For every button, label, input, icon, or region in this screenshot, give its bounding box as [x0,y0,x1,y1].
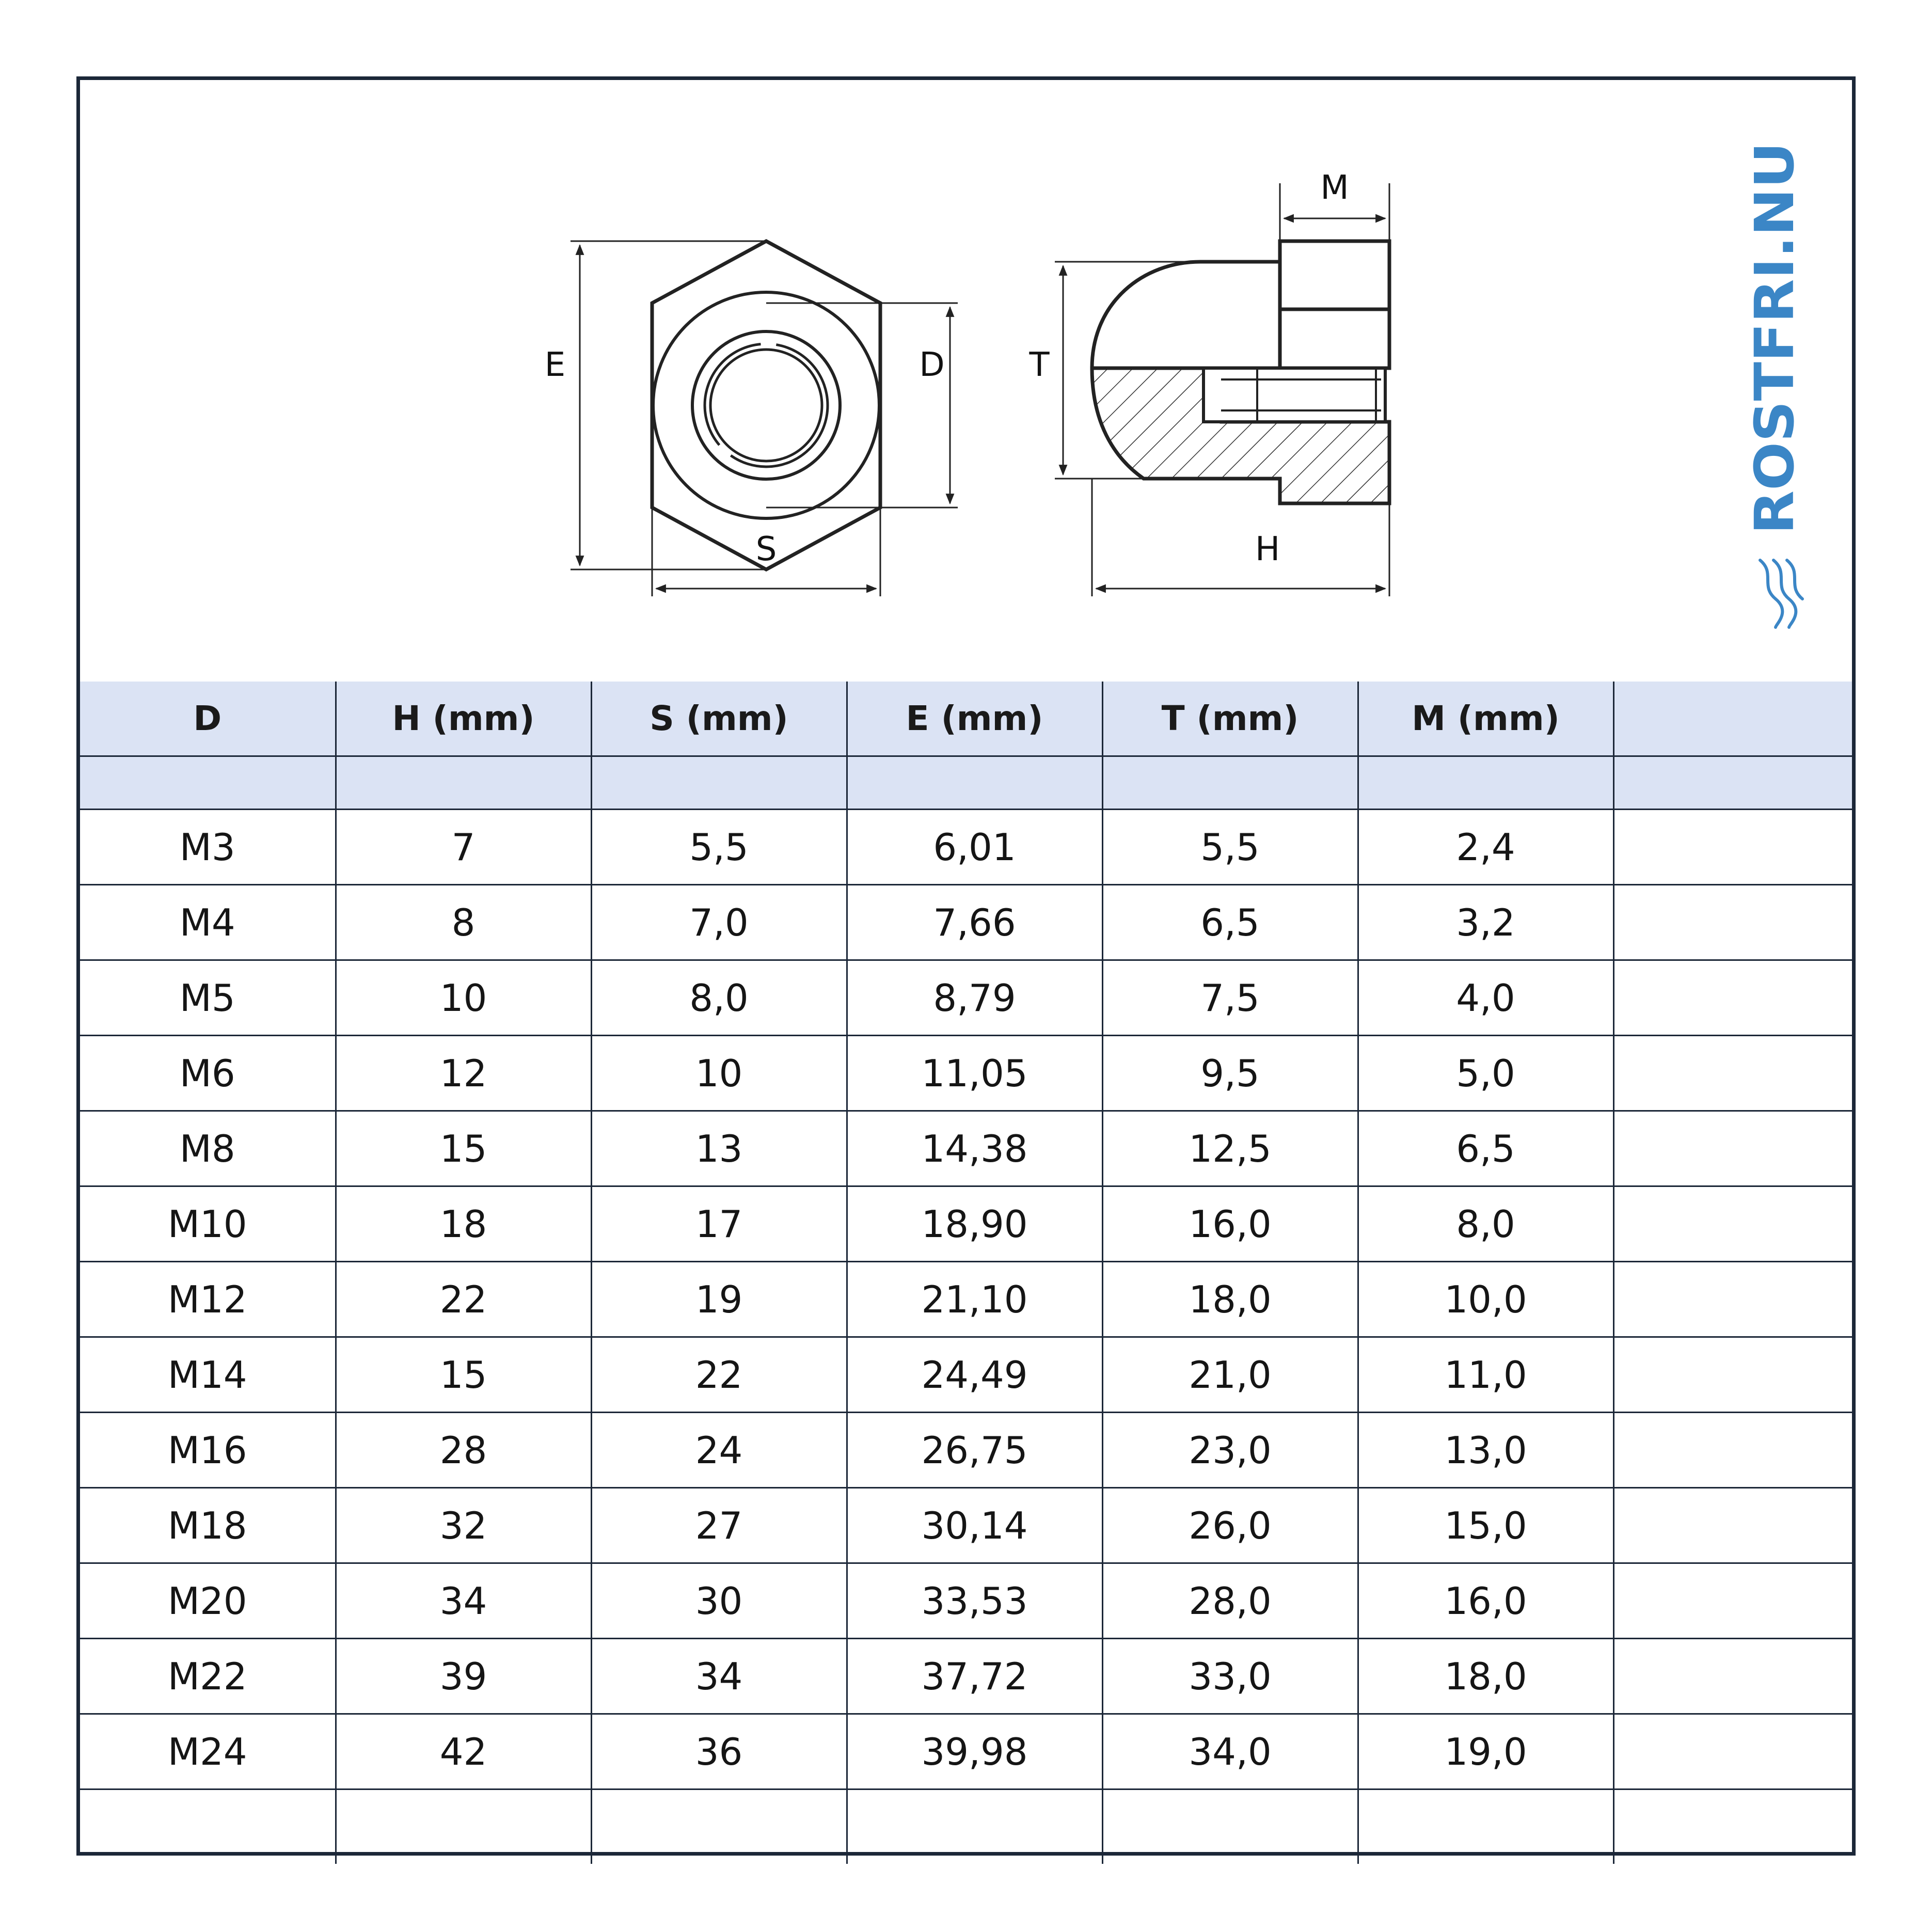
table-cell: 11,0 [1358,1337,1613,1413]
table-row [80,810,1852,885]
table-cell: 8 [336,885,591,960]
table-cell: 7 [336,810,591,885]
table-row [80,1036,1852,1111]
table-cell: 15 [336,1111,591,1186]
table-cell: 34 [591,1639,847,1714]
hex-outline [652,241,880,569]
table-cell: M14 [80,1337,336,1413]
table-cell: 28,0 [1102,1563,1358,1639]
table-cell: 18 [336,1186,591,1262]
table-row [80,1337,1852,1413]
dome-outline [1092,262,1280,368]
table-cell: 10,0 [1358,1262,1613,1337]
table-cell [1613,885,1852,960]
table-cell: M16 [80,1413,336,1488]
table-cell: 21,10 [847,1262,1102,1337]
table-cell [1613,960,1852,1036]
table-row [80,1639,1852,1714]
table-cell: 7,0 [591,885,847,960]
table-cell: 4,0 [1358,960,1613,1036]
hex-body-middle [1280,309,1389,368]
table-cell: M3 [80,810,336,885]
table-cell: 8,0 [591,960,847,1036]
table-cell [1613,1186,1852,1262]
table-cell: 24,49 [847,1337,1102,1413]
table-cell: 9,5 [1102,1036,1358,1111]
table-cell: 39 [336,1639,591,1714]
table-cell: 15 [336,1337,591,1413]
table-cell [1613,1413,1852,1488]
table-cell: 6,5 [1102,885,1358,960]
table-cell: 17 [591,1186,847,1262]
thread-bore [1203,368,1385,422]
table-cell: 19,0 [1358,1714,1613,1790]
table-cell [1613,1714,1852,1790]
dimension-table [80,682,1852,1864]
table-cell: 36 [591,1714,847,1790]
label-s: S [755,530,777,568]
table-row [80,1111,1852,1186]
table-cell: M5 [80,960,336,1036]
table-cell: 24 [591,1413,847,1488]
table-cell: 33,53 [847,1563,1102,1639]
table-row [80,885,1852,960]
table-cell: 8,79 [847,960,1102,1036]
table-cell: 7,66 [847,885,1102,960]
table-cell: 5,5 [591,810,847,885]
table-cell: 33,0 [1102,1639,1358,1714]
wave-icon [1760,560,1802,627]
table-cell: 39,98 [847,1714,1102,1790]
label-e: E [544,346,566,384]
table-cell [1613,1639,1852,1714]
spec-sheet-frame [76,76,1856,1856]
table-cell [1613,1563,1852,1639]
table-cell: 19 [591,1262,847,1337]
table-cell: 26,75 [847,1413,1102,1488]
table-cell [1613,1111,1852,1186]
table-cell: 5,5 [1102,810,1358,885]
brand-logo-text: ROSTFRI.NU [1749,165,1806,534]
table-cell [1613,810,1852,885]
table-cell: M8 [80,1111,336,1186]
table-cell: 13,0 [1358,1413,1613,1488]
table-cell: 30 [591,1563,847,1639]
table-row [80,1714,1852,1790]
label-h: H [1255,530,1280,568]
header-m: M (mm) [1358,682,1613,756]
table-cell: 16,0 [1358,1563,1613,1639]
table-cell: 22 [336,1262,591,1337]
cap-nut-drawing [80,80,1852,682]
table-cell: 30,14 [847,1488,1102,1563]
table-cell: 7,5 [1102,960,1358,1036]
header-e: E (mm) [847,682,1102,756]
table-cell: M10 [80,1186,336,1262]
table-row [80,1413,1852,1488]
table-cell: 2,4 [1358,810,1613,885]
header-t: T (mm) [1102,682,1358,756]
technical-drawing [80,80,1852,682]
table-cell: M4 [80,885,336,960]
table-cell: 18,90 [847,1186,1102,1262]
label-t: T [1029,346,1050,384]
table-cell: 14,38 [847,1111,1102,1186]
table-cell: 3,2 [1358,885,1613,960]
header-s: S (mm) [591,682,847,756]
table-row [80,1488,1852,1563]
table-cell: 6,5 [1358,1111,1613,1186]
table-row [80,1262,1852,1337]
table-cell: 6,01 [847,810,1102,885]
table-cell: 10 [336,960,591,1036]
table-row [80,1563,1852,1639]
label-m: M [1320,169,1349,207]
table-cell: 16,0 [1102,1186,1358,1262]
brand-logo [1749,142,1811,632]
table-cell: 34 [336,1563,591,1639]
table-cell: 11,05 [847,1036,1102,1111]
washer-face-circle [653,292,879,518]
hex-body-upper [1280,241,1389,309]
table-cell: 13 [591,1111,847,1186]
table-cell: M6 [80,1036,336,1111]
table-cell: M22 [80,1639,336,1714]
table-row [80,1186,1852,1262]
table-cell: 18,0 [1358,1639,1613,1714]
table-cell: 8,0 [1358,1186,1613,1262]
table-cell: 21,0 [1102,1337,1358,1413]
table-cell: 42 [336,1714,591,1790]
table-cell: 23,0 [1102,1413,1358,1488]
table-cell: M18 [80,1488,336,1563]
table-cell: 18,0 [1102,1262,1358,1337]
header-d: D [80,682,336,756]
side-view [1055,183,1389,596]
table-row-empty [80,1790,1852,1864]
table-cell: 12 [336,1036,591,1111]
table-cell: 34,0 [1102,1714,1358,1790]
table-cell: 10 [591,1036,847,1111]
table-cell: M24 [80,1714,336,1790]
thread-outer-circle [692,331,840,479]
table-cell: 28 [336,1413,591,1488]
table-cell: 5,0 [1358,1036,1613,1111]
table-cell: 12,5 [1102,1111,1358,1186]
header-extra [1613,682,1852,756]
table-cell: M12 [80,1262,336,1337]
table-cell: 37,72 [847,1639,1102,1714]
table-subheader-row [80,756,1852,810]
label-d: D [919,346,945,384]
table-cell [1613,1262,1852,1337]
table-cell: M20 [80,1563,336,1639]
table-cell: 32 [336,1488,591,1563]
table-cell: 15,0 [1358,1488,1613,1563]
table-cell [1613,1036,1852,1111]
table-header-row [80,682,1852,756]
table-cell [1613,1488,1852,1563]
table-cell: 27 [591,1488,847,1563]
bore-circle [710,350,822,461]
header-h: H (mm) [336,682,591,756]
table-cell [1613,1337,1852,1413]
table-cell: 26,0 [1102,1488,1358,1563]
table-row [80,960,1852,1036]
table-cell: 22 [591,1337,847,1413]
thread-inner-circle [705,344,828,467]
